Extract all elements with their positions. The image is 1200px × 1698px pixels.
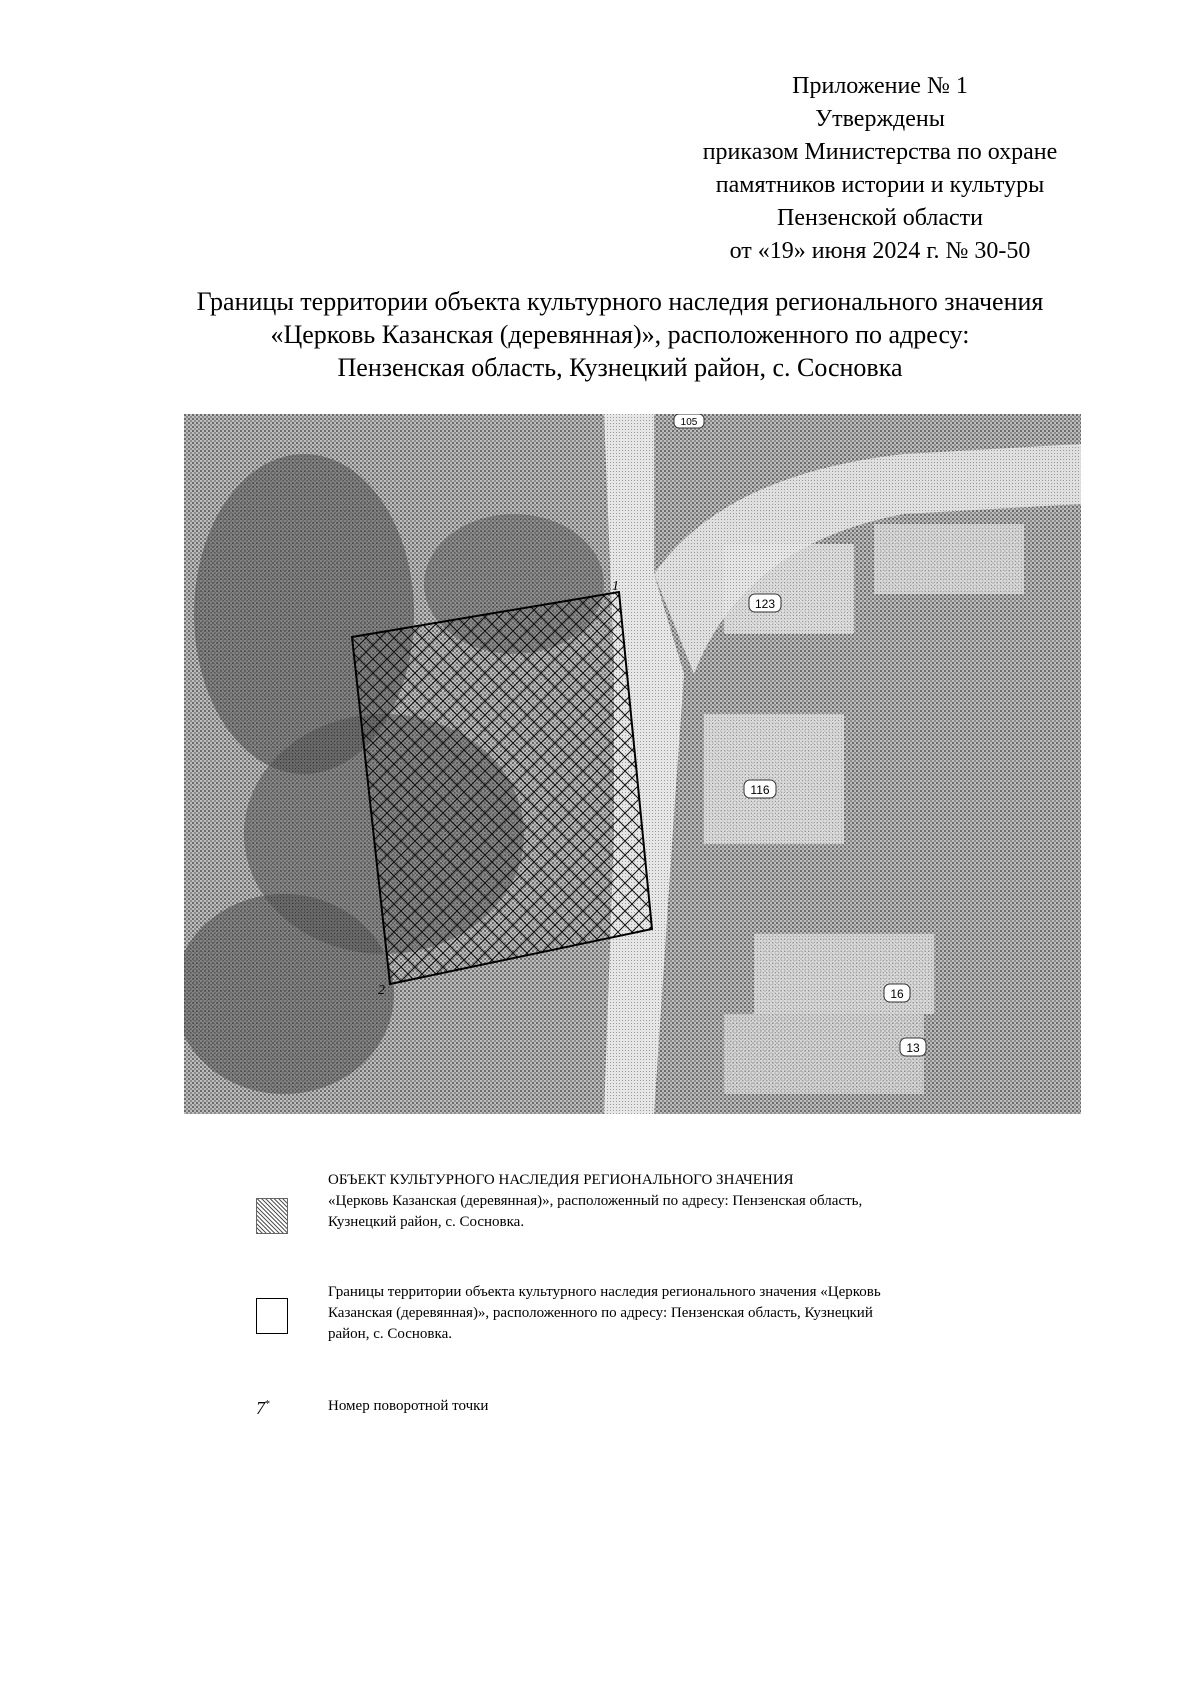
house-label-badge (749, 594, 781, 612)
legend-boundary-line1: Границы территории объекта культурного наследия регионального значения «Церковь (328, 1284, 881, 1300)
house-plot (874, 524, 1024, 594)
approval-block (600, 70, 1160, 268)
approved-label: Утверждены (815, 106, 945, 132)
tree-area (184, 894, 394, 1094)
house-plot (724, 544, 854, 634)
approval-authority-line1: приказом Министерства по охране (702, 139, 1058, 165)
title-line-3: Пензенская область, Кузнецкий район, с. Сосновка (337, 353, 903, 382)
point-label-1: 1 (612, 579, 619, 594)
legend-object-line1: ОБЪЕКТ КУЛЬТУРНОГО НАСЛЕДИЯ РЕГИОНАЛЬНОГО ЗНАЧЕНИЯ (328, 1172, 794, 1188)
legend-text-object (328, 1170, 1008, 1233)
svg-text:116: 116 (750, 783, 770, 797)
legend-text-boundary (328, 1282, 1008, 1345)
legend-swatch-boundary (256, 1298, 288, 1334)
house-plot (754, 934, 934, 1014)
approval-authority-line2: памятников истории и культуры (715, 172, 1045, 198)
title-line-1: Границы территории объекта культурного наследия регионального значения (196, 287, 1044, 316)
svg-text:123: 123 (754, 597, 776, 611)
approval-authority-line3: Пензенской области (777, 205, 983, 231)
title-line-2: «Церковь Казанская (деревянная)», расположенного по адресу: (270, 320, 970, 349)
point-label-2: 2 (378, 983, 385, 998)
legend-text-point (328, 1396, 1008, 1417)
order-date-number: от «19» июня 2024 г. № 30-50 (729, 238, 1031, 264)
house-label-badge (900, 1038, 926, 1056)
aerial-map (184, 414, 1081, 1114)
legend-object-line3: Кузнецкий район, с. Сосновка. (328, 1214, 525, 1230)
turning-point-symbol: 7* (256, 1398, 270, 1418)
legend-swatch-object (256, 1198, 288, 1234)
legend-boundary-line2: Казанская (деревянная)», расположенного по адресу: Пензенская область, Кузнецкий (328, 1305, 873, 1321)
map-svg (184, 414, 1081, 1114)
legend-point-label: Номер поворотной точки (328, 1398, 489, 1414)
house-plot (724, 1014, 924, 1094)
house-label-badge (744, 780, 776, 798)
legend-object-line2: «Церковь Казанская (деревянная)», расположенный по адресу: Пензенская область, (328, 1193, 863, 1209)
house-plot (704, 714, 844, 844)
svg-text:105: 105 (680, 417, 698, 428)
appendix-number: Приложение № 1 (792, 73, 968, 99)
svg-text:16: 16 (890, 987, 904, 1001)
document-title (100, 285, 1140, 384)
svg-text:13: 13 (906, 1041, 920, 1055)
protected-territory (352, 592, 652, 984)
road-label-badge (674, 414, 704, 428)
legend-boundary-line3: район, с. Сосновка. (328, 1326, 452, 1342)
house-label-badge (884, 984, 910, 1002)
